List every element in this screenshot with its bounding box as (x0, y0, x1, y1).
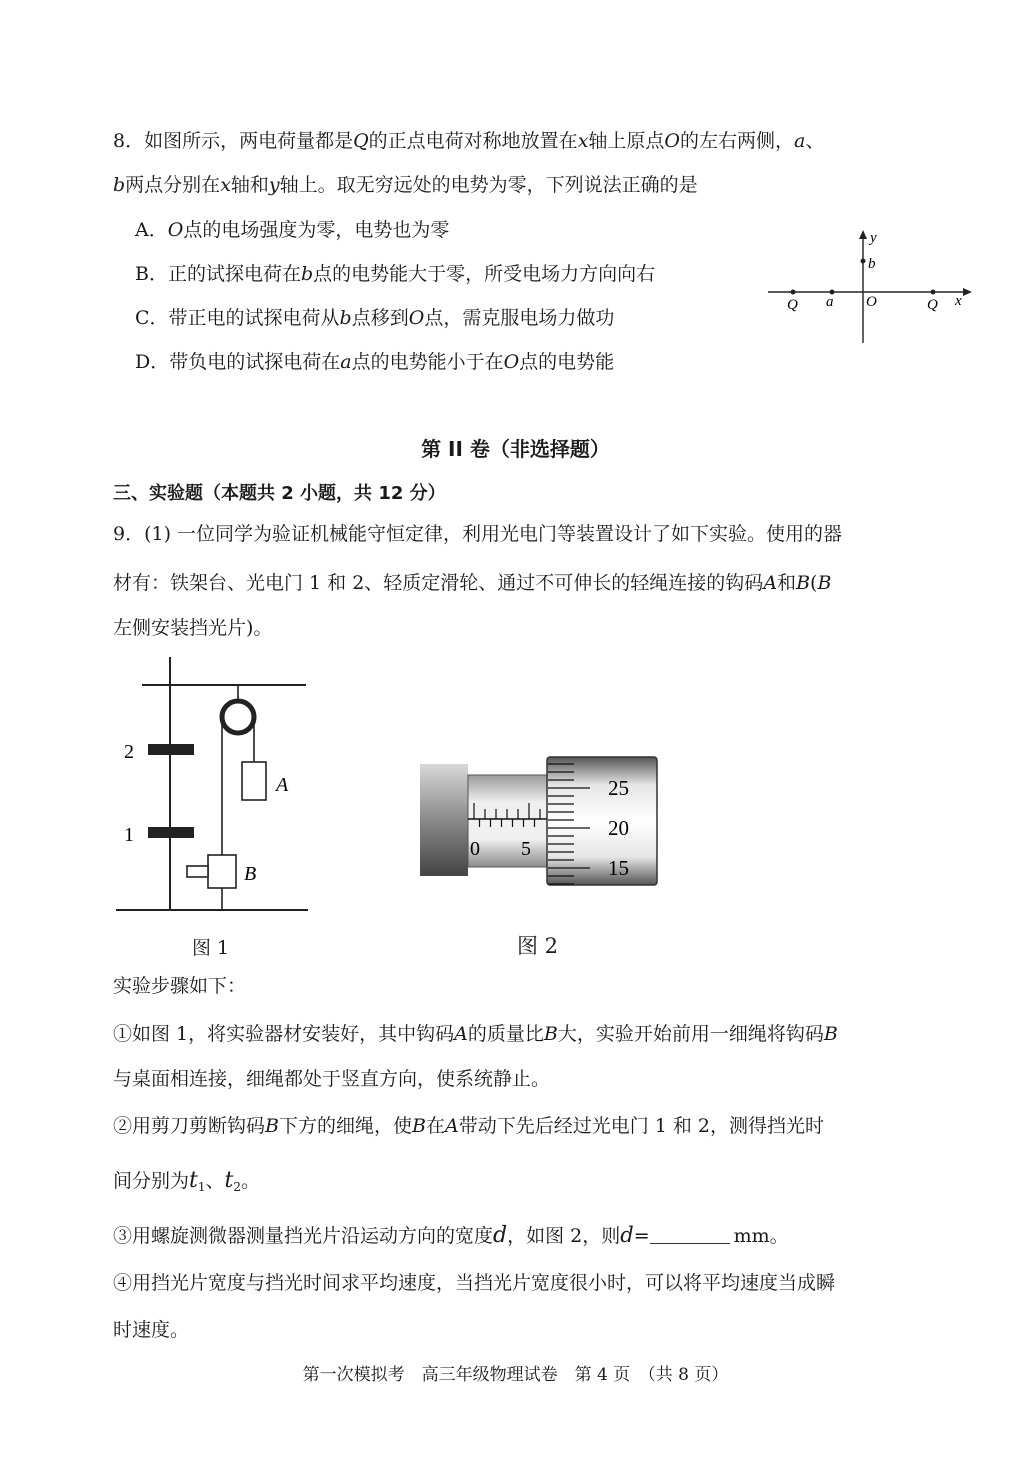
x-axis-arrow (963, 288, 972, 296)
unit-mm: mm (733, 1225, 770, 1247)
text: 的左右两侧， (680, 130, 795, 152)
var-B: B (817, 572, 832, 594)
b-label: b (868, 256, 876, 272)
gate-2-label: 2 (124, 741, 134, 763)
var-O: O (167, 219, 184, 241)
var-t: t (189, 1168, 198, 1193)
figure2-caption: 图 2 (517, 934, 559, 958)
mass-b (208, 855, 236, 888)
text: 点的电势能小于在 (351, 351, 504, 373)
micrometer-figure (418, 755, 660, 887)
thimble-label-20: 20 (608, 816, 629, 840)
var-B: B (796, 572, 811, 594)
y-axis-arrow (859, 230, 867, 239)
var-A: A (454, 1023, 468, 1045)
text: 轴和 (230, 174, 269, 196)
text: 、 (805, 130, 825, 152)
text: 、 (205, 1170, 225, 1192)
var-x: x (220, 174, 231, 196)
text: 。 (769, 1225, 789, 1247)
var-t: t (224, 1168, 234, 1193)
pulley (222, 701, 254, 733)
text: C．带正电的试探电荷从 (135, 307, 340, 329)
mass-b-label: B (244, 863, 257, 885)
step1-line2: 与桌面相连接，细绳都处于竖直方向，使系统静止。 (113, 1068, 551, 1090)
step3-line (113, 1222, 789, 1249)
text: ，如图 2，则 (507, 1225, 621, 1247)
q8-option-c (135, 305, 614, 331)
var-A: A (763, 572, 778, 594)
text: ②用剪刀剪断钩码 (113, 1115, 266, 1137)
point-b (861, 259, 866, 264)
var-y: y (268, 174, 280, 196)
sleeve-label-0: 0 (470, 838, 480, 860)
var-O: O (503, 351, 520, 373)
thimble-label-25: 25 (608, 776, 629, 800)
apparatus-figure (110, 655, 315, 915)
var-A: A (444, 1115, 459, 1137)
origin-label: O (866, 294, 877, 310)
mass-a (242, 762, 266, 800)
subscript: 2 (233, 1180, 241, 1194)
charge-right (931, 290, 936, 295)
q-left-label: Q (787, 297, 798, 313)
var-b: b (300, 263, 314, 285)
charge-axis-figure (760, 225, 985, 350)
q8-option-a (135, 217, 449, 243)
section3-heading: 三、实验题（本题共 2 小题，共 12 分） (113, 483, 446, 504)
text: A． (135, 219, 168, 241)
var-a: a (794, 130, 806, 152)
text: D．带负电的试探电荷在 (135, 351, 341, 373)
text: 。 (241, 1170, 261, 1192)
step4-line1: ④用挡光片宽度与挡光时间求平均速度，当挡光片宽度很小时，可以将平均速度当成瞬 (113, 1272, 836, 1294)
text: 轴上。取无穷远处的电势为零，下列说法正确的是 (279, 174, 698, 196)
text: 带动下先后经过光电门 1 和 2，测得挡光时 (458, 1115, 825, 1137)
gate-1-label: 1 (124, 824, 134, 846)
text: 点的电势能大于零，所受电场力方向向右 (313, 263, 656, 285)
mass-a-label: A (276, 774, 289, 796)
micrometer-frame (420, 764, 468, 876)
text: 材有：铁架台、光电门 1 和 2、轻质定滑轮、通过不可伸长的轻绳连接的钩码 (113, 572, 764, 594)
thimble-label-15: 15 (608, 856, 629, 880)
q9-line1: 9．(1) 一位同学为验证机械能守恒定律，利用光电门等装置设计了如下实验。使用的器 (113, 523, 843, 545)
photogate-1 (148, 827, 194, 838)
text: 的质量比 (467, 1023, 544, 1045)
charge-left (791, 290, 796, 295)
answer-blank[interactable] (650, 1225, 730, 1244)
a-label: a (826, 294, 834, 310)
var-a: a (340, 351, 352, 373)
var-d: d (620, 1223, 634, 1247)
var-x: x (577, 130, 589, 152)
text: ①如图 1，将实验器材安装好，其中钩码 (113, 1023, 455, 1045)
text: 大，实验开始前用一细绳将钩码 (557, 1023, 824, 1045)
text: 下方的细绳，使 (278, 1115, 412, 1137)
q-right-label: Q (927, 297, 938, 313)
sleeve-label-5: 5 (521, 838, 531, 860)
text: ③用螺旋测微器测量挡光片沿运动方向的宽度 (113, 1225, 494, 1247)
var-B: B (265, 1115, 279, 1137)
y-label: y (870, 230, 877, 246)
steps-title: 实验步骤如下： (113, 975, 247, 997)
text: 点的电场强度为零，电势也为零 (183, 219, 450, 241)
step4-line2: 时速度。 (113, 1319, 190, 1341)
q8-option-b (135, 261, 655, 287)
var-Q: Q (353, 130, 369, 152)
subscript: 1 (197, 1180, 206, 1194)
text: 点的电势能 (519, 351, 615, 373)
var-B: B (543, 1023, 558, 1045)
var-B: B (412, 1115, 426, 1137)
var-b: b (113, 174, 126, 196)
var-b: b (339, 307, 352, 329)
q8-stem-line1 (113, 128, 824, 154)
q9-line3: 左侧安装挡光片)。 (113, 617, 273, 639)
text: 轴上原点 (588, 130, 665, 152)
text: 点，需克服电场力做功 (424, 307, 615, 329)
figure1-caption: 图 1 (192, 937, 230, 959)
text: ( (810, 572, 818, 594)
q8-option-d (135, 349, 614, 375)
var-O: O (408, 307, 425, 329)
text: 点移到 (351, 307, 409, 329)
page-footer: 第一次模拟考 高三年级物理试卷 第 4 页 （共 8 页） (302, 1365, 729, 1385)
var-B: B (823, 1023, 838, 1045)
text: 两点分别在 (125, 174, 221, 196)
text: 8．如图所示，两电荷量都是 (113, 130, 354, 152)
text: 的正点电荷对称地放置在 (368, 130, 578, 152)
step2-line1 (113, 1113, 824, 1139)
micrometer-thimble (547, 757, 657, 885)
text: B．正的试探电荷在 (135, 263, 301, 285)
section-title: 第 II 卷（非选择题） (421, 437, 610, 461)
step1-line1 (113, 1021, 838, 1047)
text: 间分别为 (113, 1170, 190, 1192)
q8-stem-line2 (113, 172, 698, 198)
shutter-plate (187, 866, 208, 877)
var-O: O (664, 130, 680, 152)
text: = (633, 1225, 650, 1247)
photogate-2 (148, 744, 194, 755)
x-label: x (955, 293, 962, 309)
step2-line2 (113, 1168, 260, 1200)
text: 在 (425, 1115, 445, 1137)
q9-line2 (113, 570, 831, 596)
var-d: d (493, 1223, 508, 1248)
text: 和 (777, 572, 797, 594)
